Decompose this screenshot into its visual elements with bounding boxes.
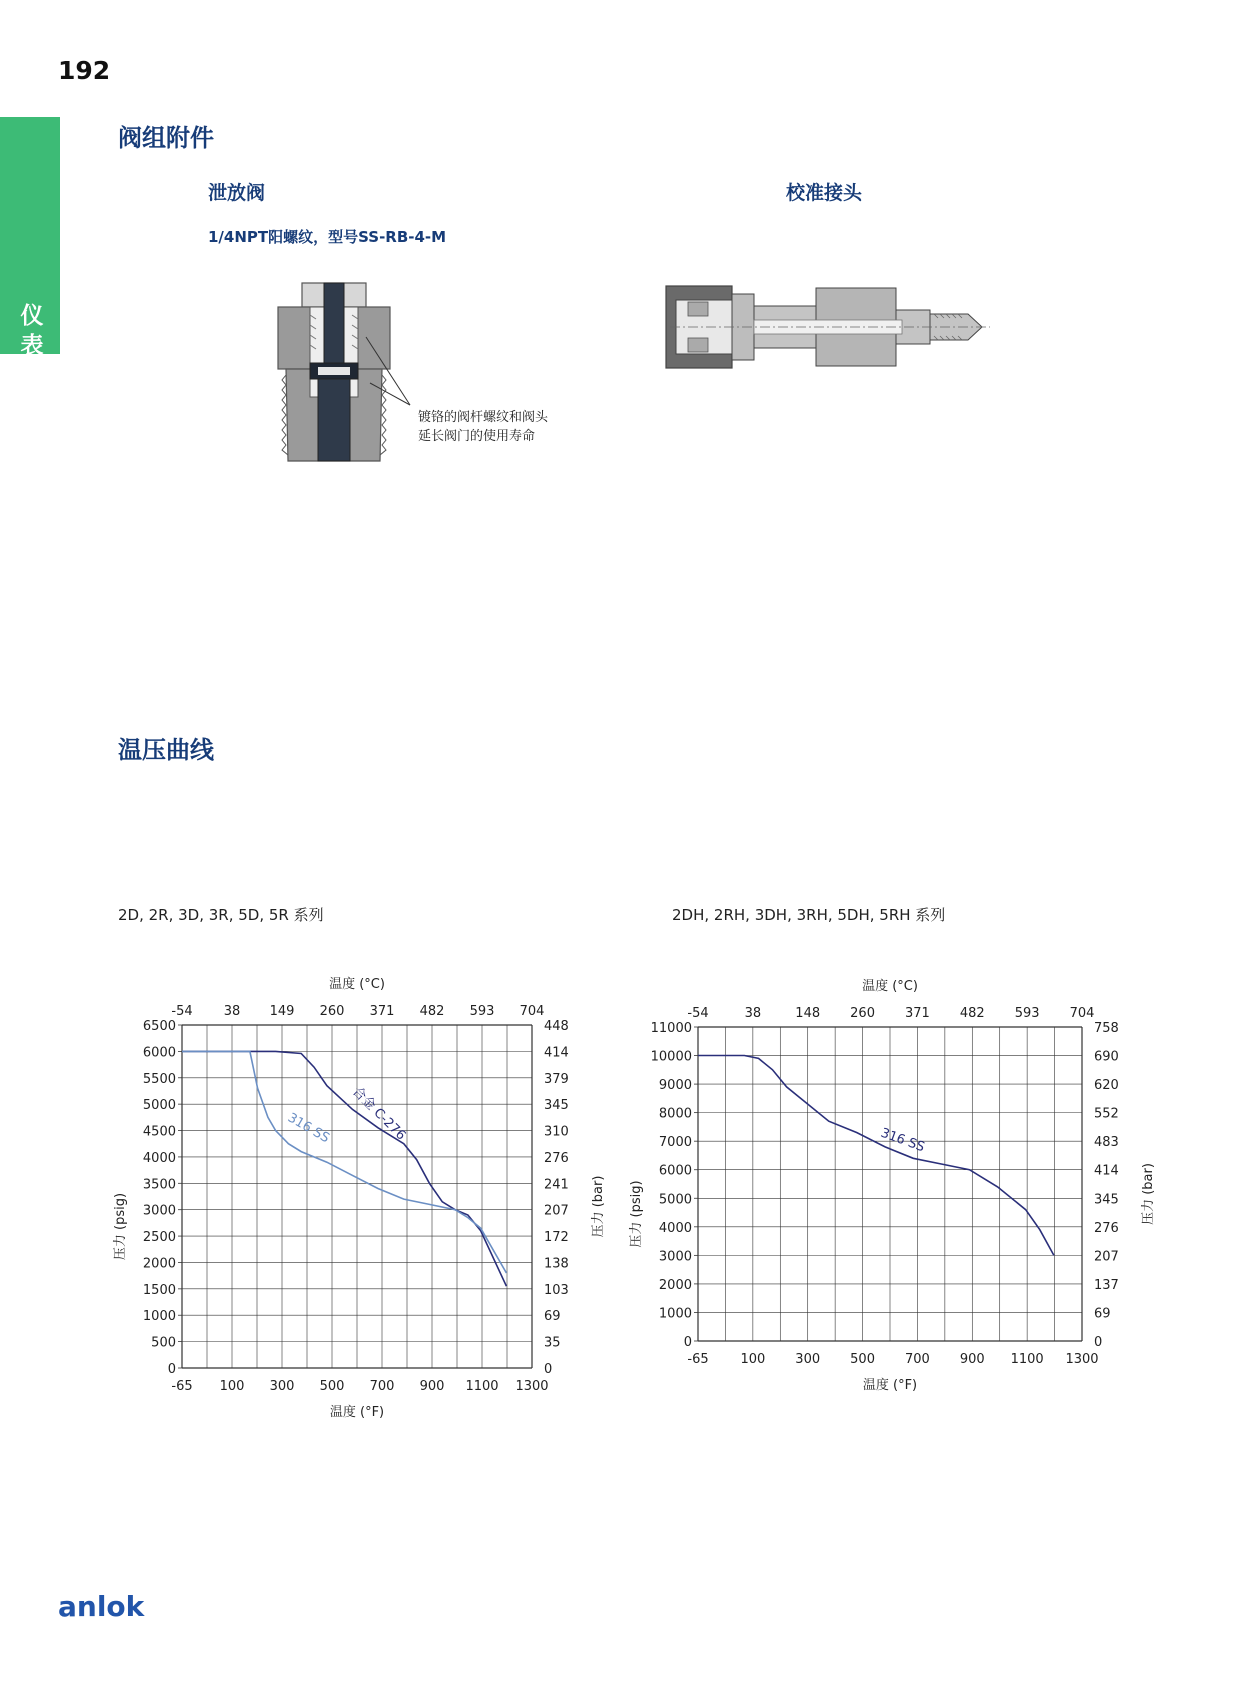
chart-1-x-axis-title: 温度 (°F) [329, 1405, 385, 1420]
chart-2-x2-tick-label: 593 [1014, 1006, 1040, 1021]
chart-2-y2-tick-label: 276 [1094, 1220, 1119, 1236]
chart-2-y-axis-title: 压力 (psig) [629, 1180, 644, 1248]
chart-1-y2-tick-label: 448 [544, 1019, 569, 1034]
chart-1-series-line [182, 1051, 506, 1273]
chart-1-y-tick-label: 3500 [142, 1177, 176, 1193]
chart-1-y-axis-title: 压力 (psig) [113, 1192, 128, 1261]
chart-2-x-tick-label: 500 [850, 1352, 875, 1367]
side-tab-char-3: 阀 [20, 363, 44, 389]
chart-1-y2-tick-label: 379 [544, 1071, 569, 1087]
chart-2-y2-tick-label: 690 [1094, 1049, 1119, 1065]
section-title-accessories: 阀组附件 [118, 124, 214, 152]
chart-1-y2-tick-label: 310 [544, 1124, 569, 1140]
chart-1-y2-tick-label: 207 [544, 1203, 569, 1219]
chart-2-y-tick-label: 10000 [650, 1049, 692, 1065]
chart-2-y2-tick-label: 414 [1094, 1163, 1119, 1179]
side-tab-char-1: 仪 [20, 303, 44, 329]
chart-1-x2-tick-label: -54 [171, 1004, 193, 1019]
chart-2-x2-tick-label: 260 [850, 1006, 875, 1021]
chart-2-series-line [698, 1056, 1054, 1256]
chart-2-y-tick-label: 8000 [658, 1106, 692, 1122]
chart-1-y-tick-label: 5500 [142, 1071, 176, 1087]
chart-1-y-tick-label: 2500 [142, 1230, 176, 1246]
chart-2-x-tick-label: 900 [959, 1352, 985, 1367]
chart-2-y-tick-label: 7000 [658, 1135, 692, 1151]
chart-1-y2-tick-label: 138 [544, 1256, 569, 1272]
chart-1-y2-tick-label: 69 [544, 1309, 561, 1325]
chart-1-x2-tick-label: 371 [369, 1004, 395, 1019]
chart-1-y-tick-label: 3000 [142, 1203, 176, 1219]
chart-2-x-tick-label: -65 [687, 1352, 709, 1367]
chart-2-x-axis-title: 温度 (°F) [862, 1378, 918, 1393]
chart-2-x2-tick-label: -54 [687, 1006, 709, 1021]
chart-1-y2-tick-label: 0 [544, 1362, 553, 1377]
chart-2-y2-tick-label: 758 [1094, 1021, 1119, 1036]
callout-line-1: 镀铬的阀杆螺纹和阀头 [418, 410, 549, 425]
chart-2-x-tick-label: 700 [905, 1352, 930, 1367]
chart-1-x-tick-label: 500 [319, 1379, 345, 1394]
bleed-valve-title: 泄放阀 [208, 182, 266, 204]
chart-2-x2-tick-label: 482 [959, 1006, 985, 1021]
chart-2-x2-tick-label: 371 [905, 1006, 930, 1021]
chart-1-x2-tick-label: 704 [519, 1004, 545, 1019]
chart-1-y-tick-label: 4500 [142, 1124, 176, 1140]
chart-1-x-tick-label: 1300 [515, 1379, 549, 1394]
chart-2-y-tick-label: 2000 [658, 1277, 692, 1293]
chart-1-x2-axis-title: 温度 (°C) [329, 977, 385, 992]
chart-2-x-tick-label: 1300 [1065, 1352, 1099, 1367]
chart-1-x-tick-label: 100 [219, 1379, 245, 1394]
chart-2-y2-tick-label: 0 [1094, 1335, 1103, 1350]
chart-1-y2-axis-title: 压力 (bar) [591, 1175, 606, 1238]
chart-1-x-tick-label: 300 [269, 1379, 295, 1394]
calibration-adapter-title: 校准接头 [786, 182, 863, 204]
chart-1-y-tick-label: 500 [151, 1335, 176, 1351]
chart-1-x2-tick-label: 482 [419, 1004, 445, 1019]
chart-1-x-tick-label: 700 [369, 1379, 395, 1394]
chart-2-y2-tick-label: 483 [1094, 1135, 1119, 1151]
chart-1-x2-tick-label: 593 [469, 1004, 495, 1019]
chart-2-y-tick-label: 3000 [658, 1249, 692, 1265]
chart-1-series-label-c276: 合金 C-276 [349, 1084, 409, 1144]
chart-1-y2-tick-label: 172 [544, 1230, 569, 1246]
chart-1-y2-tick-label: 103 [544, 1282, 569, 1298]
chart-2-y2-tick-label: 552 [1094, 1106, 1119, 1122]
chart-2-y2-tick-label: 620 [1094, 1078, 1119, 1094]
chart-2-y2-axis-title: 压力 (bar) [1141, 1163, 1156, 1225]
chart-2-y-tick-label: 11000 [650, 1021, 692, 1036]
chart-1-x-tick-label: -65 [171, 1379, 193, 1394]
chart-1-y2-tick-label: 276 [544, 1150, 569, 1166]
chart-1-y-tick-label: 1500 [142, 1282, 176, 1298]
chart-2-x-tick-label: 100 [740, 1352, 766, 1367]
chart-1-y-tick-label: 1000 [142, 1309, 176, 1325]
section-title-curves: 温压曲线 [118, 736, 214, 764]
chart-2-y-tick-label: 4000 [658, 1220, 692, 1236]
chart-1-y-tick-label: 4000 [142, 1150, 176, 1166]
chart-1-x-tick-label: 1100 [465, 1379, 499, 1394]
chart-2-x2-tick-label: 704 [1069, 1006, 1095, 1021]
chart-2-title: 2DH, 2RH, 3DH, 3RH, 5DH, 5RH 系列 [672, 906, 946, 924]
chart-2-y-tick-label: 1000 [658, 1306, 692, 1322]
chart-1-x2-tick-label: 149 [269, 1004, 295, 1019]
chart-1-series-line [182, 1051, 506, 1286]
chart-2-y-tick-label: 6000 [658, 1163, 692, 1179]
chart-1-y2-tick-label: 241 [544, 1177, 569, 1193]
chart-1-y-tick-label: 5000 [142, 1098, 176, 1114]
callout-line-2: 延长阀门的使用寿命 [418, 429, 536, 444]
chart-1-x2-tick-label: 260 [319, 1004, 345, 1019]
chart-1-title: 2D, 2R, 3D, 3R, 5D, 5R 系列 [118, 906, 324, 924]
chart-2-y2-tick-label: 207 [1094, 1249, 1119, 1265]
chart-2-x2-tick-label: 38 [744, 1006, 762, 1021]
chart-1-y-tick-label: 6500 [142, 1019, 176, 1034]
chart-2-series-label-316ss: 316 SS [878, 1125, 927, 1156]
bleed-valve-subtitle: 1/4NPT阳螺纹，型号SS-RB-4-M [208, 228, 447, 246]
chart-2-y-tick-label: 0 [683, 1335, 692, 1350]
chart-2-x2-axis-title: 温度 (°C) [862, 979, 918, 994]
chart-2-x-tick-label: 1100 [1010, 1352, 1044, 1367]
chart-2-y2-tick-label: 137 [1094, 1277, 1119, 1293]
chart-2-y-tick-label: 9000 [658, 1078, 692, 1094]
chart-2-x-tick-label: 300 [795, 1352, 821, 1367]
chart-1-series-label-316ss: 316 SS [285, 1110, 332, 1147]
chart-2-y-tick-label: 5000 [658, 1192, 692, 1208]
chart-1-y2-tick-label: 35 [544, 1335, 561, 1351]
anlok-logo: anlok [58, 1590, 145, 1623]
chart-2-x2-tick-label: 148 [795, 1006, 821, 1021]
chart-1-y2-tick-label: 414 [544, 1045, 569, 1061]
side-tab-char-4: 组 [20, 393, 44, 419]
chart-1-x2-tick-label: 38 [223, 1004, 241, 1019]
chart-1-x-tick-label: 900 [419, 1379, 445, 1394]
chart-2-y2-tick-label: 345 [1094, 1192, 1119, 1208]
chart-1-y2-tick-label: 345 [544, 1098, 569, 1114]
side-tab-char-2: 表 [20, 333, 44, 359]
chart-1-y-tick-label: 6000 [142, 1045, 176, 1061]
page-number: 192 [58, 56, 111, 85]
chart-1-y-tick-label: 0 [167, 1362, 176, 1377]
chart-1-y-tick-label: 2000 [142, 1256, 176, 1272]
chart-2-y2-tick-label: 69 [1094, 1306, 1111, 1322]
